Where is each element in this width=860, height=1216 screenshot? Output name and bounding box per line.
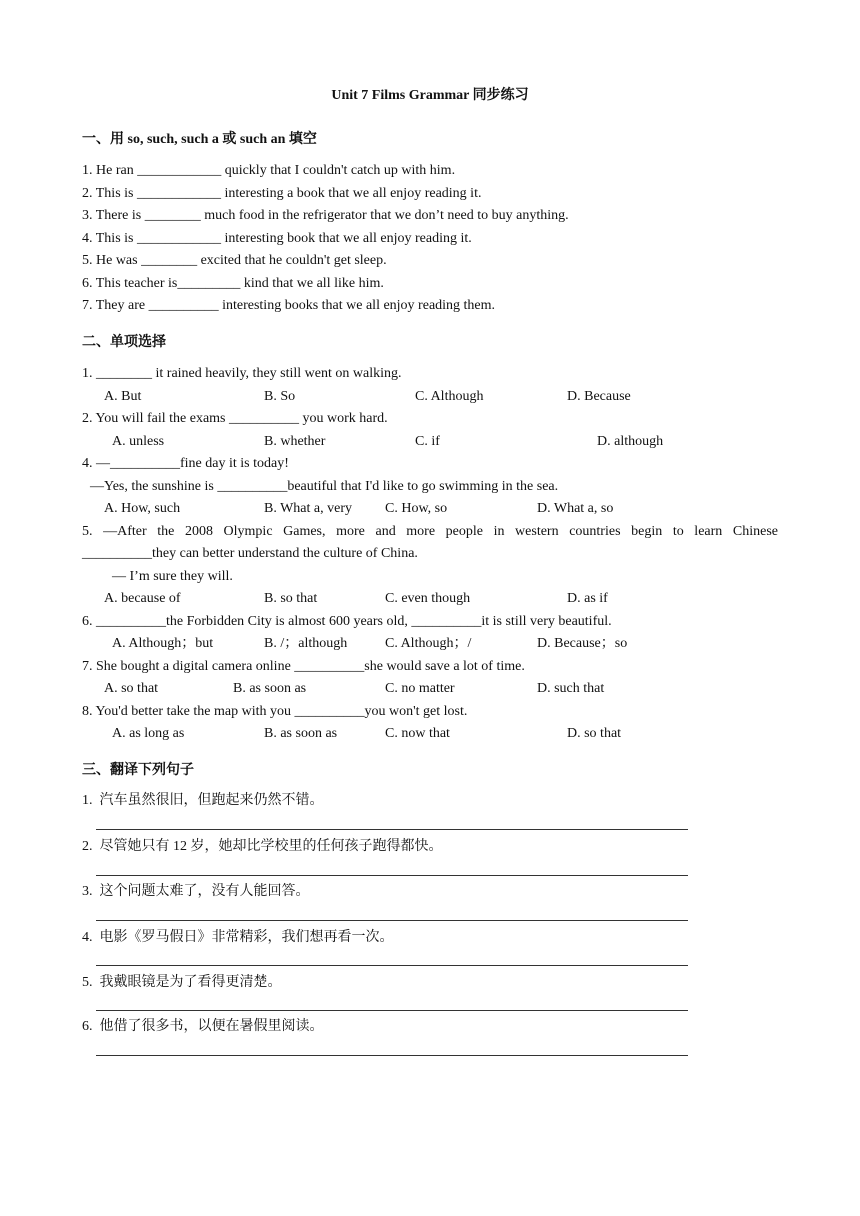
question-2-option-b: B. whether [264, 434, 326, 449]
fill-item-5: 5. He was ________ excited that he couldn't get sleep. [82, 253, 387, 268]
fill-item-6: 6. This teacher is_________ kind that we all like him. [82, 276, 384, 291]
answer-line-3[interactable] [96, 920, 688, 921]
question-4-option-b: B. What a, very [264, 501, 352, 516]
question-7-option-b: B. as soon as [233, 681, 307, 696]
answer-line-1[interactable] [96, 829, 688, 830]
question-8-option-c: C. now that [385, 726, 450, 741]
question-1-stem: 1. ________ it rained heavily, they still went on walking. [82, 366, 402, 381]
question-7-option-a: A. so that [104, 681, 159, 696]
question-5-stem-reply: — I’m sure they will. [112, 569, 233, 584]
translate-item-2: 2. 尽管她只有 12 岁，她却比学校里的任何孩子跑得都快。 [82, 839, 443, 854]
question-8-option-b: B. as soon as [264, 726, 338, 741]
translate-item-6: 6. 他借了很多书，以便在暑假里阅读。 [82, 1019, 324, 1034]
question-1-option-c: C. Although [415, 389, 484, 404]
question-2-option-d: D. although [597, 434, 664, 449]
question-5-option-d: D. as if [567, 591, 608, 606]
answer-line-2[interactable] [96, 875, 688, 876]
fill-item-2: 2. This is ____________ interesting a book that we all enjoy reading it. [82, 186, 482, 201]
section1-heading: 一、用 so, such, such a 或 such an 填空 [82, 132, 317, 147]
question-4-option-a: A. How, such [104, 501, 181, 516]
translate-item-1: 1. 汽车虽然很旧，但跑起来仍然不错。 [82, 793, 324, 808]
section3-heading: 三、翻译下列句子 [82, 763, 194, 778]
question-6-stem: 6. __________the Forbidden City is almost 600 years old, __________it is still very beautiful. [82, 614, 612, 629]
answer-line-6[interactable] [96, 1055, 688, 1056]
fill-item-4: 4. This is ____________ interesting book that we all enjoy reading it. [82, 231, 472, 246]
question-2-stem: 2. You will fail the exams __________ you work hard. [82, 411, 388, 426]
question-8-stem: 8. You'd better take the map with you __________you won't get lost. [82, 704, 468, 719]
question-2-option-c: C. if [415, 434, 440, 449]
page-title: Unit 7 Films Grammar 同步练习 [331, 88, 529, 103]
question-6-option-d: D. Because；so [537, 636, 628, 651]
question-5-option-c: C. even though [385, 591, 471, 606]
question-7-option-c: C. no matter [385, 681, 455, 696]
answer-line-5[interactable] [96, 1010, 688, 1011]
answer-line-4[interactable] [96, 965, 688, 966]
question-8-option-a: A. as long as [112, 726, 185, 741]
question-5-stem: 5. —After the 2008 Olympic Games, more and more people in western countries begin to learn Chinese [82, 524, 778, 539]
question-8-option-d: D. so that [567, 726, 622, 741]
question-4-stem: 4. —__________fine day it is today! [82, 456, 289, 471]
translate-item-5: 5. 我戴眼镜是为了看得更清楚。 [82, 975, 282, 990]
question-6-option-c: C. Although；/ [385, 636, 472, 651]
question-4-stem-reply: —Yes, the sunshine is __________beautiful that I'd like to go swimming in the sea. [90, 479, 559, 494]
fill-item-1: 1. He ran ____________ quickly that I couldn't catch up with him. [82, 163, 456, 178]
question-2-option-a: A. unless [112, 434, 165, 449]
question-5-option-b: B. so that [264, 591, 318, 606]
question-5-option-a: A. because of [104, 591, 181, 606]
question-7-stem: 7. She bought a digital camera online __________she would save a lot of time. [82, 659, 525, 674]
question-5-stem-continued: __________they can better understand the culture of China. [82, 546, 418, 561]
section2-heading: 二、单项选择 [82, 335, 166, 350]
question-4-option-c: C. How, so [385, 501, 448, 516]
question-1-option-b: B. So [264, 389, 296, 404]
fill-item-7: 7. They are __________ interesting books that we all enjoy reading them. [82, 298, 496, 313]
fill-item-3: 3. There is ________ much food in the refrigerator that we don’t need to buy anything. [82, 208, 569, 223]
question-1-option-a: A. But [104, 389, 142, 404]
question-7-option-d: D. such that [537, 681, 605, 696]
translate-item-3: 3. 这个问题太难了，没有人能回答。 [82, 884, 310, 899]
question-4-option-d: D. What a, so [537, 501, 614, 516]
question-1-option-d: D. Because [567, 389, 631, 404]
question-6-option-b: B. /；although [264, 636, 348, 651]
translate-item-4: 4. 电影《罗马假日》非常精彩，我们想再看一次。 [82, 930, 394, 945]
question-6-option-a: A. Although；but [112, 636, 214, 651]
